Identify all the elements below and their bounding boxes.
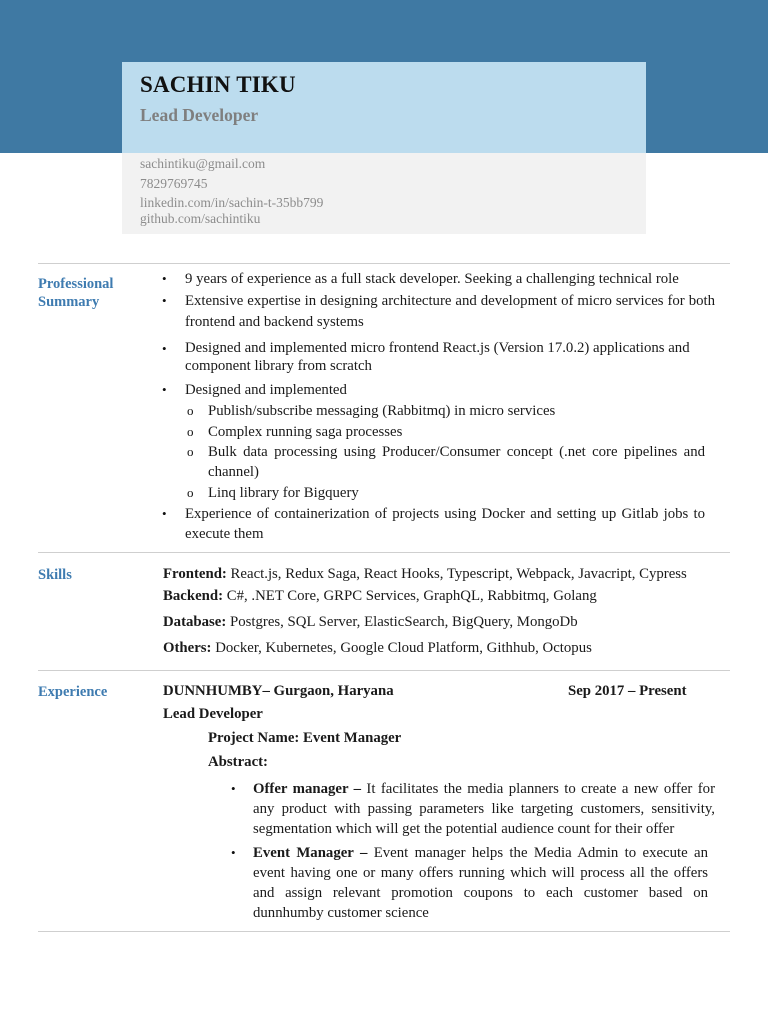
section-divider	[38, 552, 730, 553]
summary-subitem: Complex running saga processes	[208, 424, 403, 440]
job-title: Lead Developer	[163, 706, 263, 722]
sub-bullet-icon: o	[187, 424, 194, 439]
summary-item: Designed and implemented	[185, 382, 347, 398]
summary-item: Designed and implemented micro frontend React.js (Version 17.0.2) applications and component library from scratch	[185, 340, 690, 374]
bullet-text: Event manager helps the Media Admin to execute an event having one or many offers running which will process all the offers and assign relevant promotion coupons to each customer based on dunnhumby customer science	[253, 845, 708, 921]
skill-row-database	[163, 612, 578, 632]
bullet-heading: Offer manager –	[253, 781, 362, 797]
skill-key: Backend:	[163, 588, 224, 604]
skill-value: C#, .NET Core, GRPC Services, GraphQL, Rabbitmq, Golang	[223, 588, 597, 604]
project-name: Project Name: Event Manager	[208, 730, 402, 746]
summary-item: Experience of containerization of projects using Docker and setting up Gitlab jobs to execute them	[185, 506, 705, 542]
candidate-name: SACHIN TIKU	[140, 72, 296, 97]
contact-phone: 7829769745	[140, 176, 208, 191]
bullet-icon: •	[231, 781, 236, 796]
bullet-icon: •	[162, 271, 167, 286]
skill-row-backend	[163, 586, 597, 606]
bullet-icon: •	[162, 341, 167, 356]
section-divider	[38, 263, 730, 264]
bullet-icon: •	[162, 506, 167, 521]
bullet-icon: •	[231, 845, 236, 860]
skill-value: React.js, Redux Saga, React Hooks, Typescript, Webpack, Javacript, Cypress	[226, 566, 687, 582]
candidate-role: Lead Developer	[140, 105, 259, 125]
section-divider	[38, 931, 730, 932]
bullet-text: It facilitates the media planners to create a new offer for any product with passing parameters like targeting customers, sensitivity, segmentation which will get the potential audience count for their offer	[253, 781, 715, 837]
name-card	[122, 62, 646, 153]
sub-bullet-icon: o	[187, 444, 194, 459]
summary-item: Extensive expertise in designing architecture and development of micro services for both frontend and backend systems	[185, 293, 715, 330]
abstract-heading: Abstract:	[208, 754, 268, 770]
company-name: DUNNHUMBY– Gurgaon, Haryana	[163, 683, 394, 699]
skill-key: Database:	[163, 614, 227, 630]
skill-row-others	[163, 638, 592, 658]
section-label-summary: Professional Summary	[38, 276, 114, 310]
bullet-icon: •	[162, 293, 167, 308]
skill-value: Docker, Kubernetes, Google Cloud Platform, Githhub, Octopus	[211, 640, 592, 656]
contact-card	[122, 153, 646, 234]
experience-bullet	[253, 843, 708, 923]
bullet-icon: •	[162, 382, 167, 397]
employment-period: Sep 2017 – Present	[568, 683, 687, 699]
bullet-heading: Event Manager –	[253, 845, 368, 861]
skill-value: Postgres, SQL Server, ElasticSearch, BigQuery, MongoDb	[226, 614, 578, 630]
contact-github[interactable]: github.com/sachintiku	[140, 211, 261, 226]
contact-email[interactable]: sachintiku@gmail.com	[140, 156, 266, 171]
summary-subitem: Bulk data processing using Producer/Consumer concept (.net core pipelines and channel)	[208, 444, 705, 480]
contact-linkedin[interactable]: linkedin.com/in/sachin-t-35bb799	[140, 195, 324, 210]
skill-key: Others:	[163, 640, 212, 656]
summary-subitem: Publish/subscribe messaging (Rabbitmq) in micro services	[208, 403, 556, 419]
skill-row-frontend	[163, 564, 687, 584]
section-divider	[38, 670, 730, 671]
sub-bullet-icon: o	[187, 403, 194, 418]
summary-item: 9 years of experience as a full stack developer. Seeking a challenging technical role	[185, 271, 679, 287]
skill-key: Frontend:	[163, 566, 227, 582]
section-label-experience: Experience	[38, 684, 108, 700]
experience-bullet	[253, 779, 715, 839]
section-label-skills: Skills	[38, 567, 72, 583]
summary-subitem: Linq library for Bigquery	[208, 485, 359, 501]
sub-bullet-icon: o	[187, 485, 194, 500]
